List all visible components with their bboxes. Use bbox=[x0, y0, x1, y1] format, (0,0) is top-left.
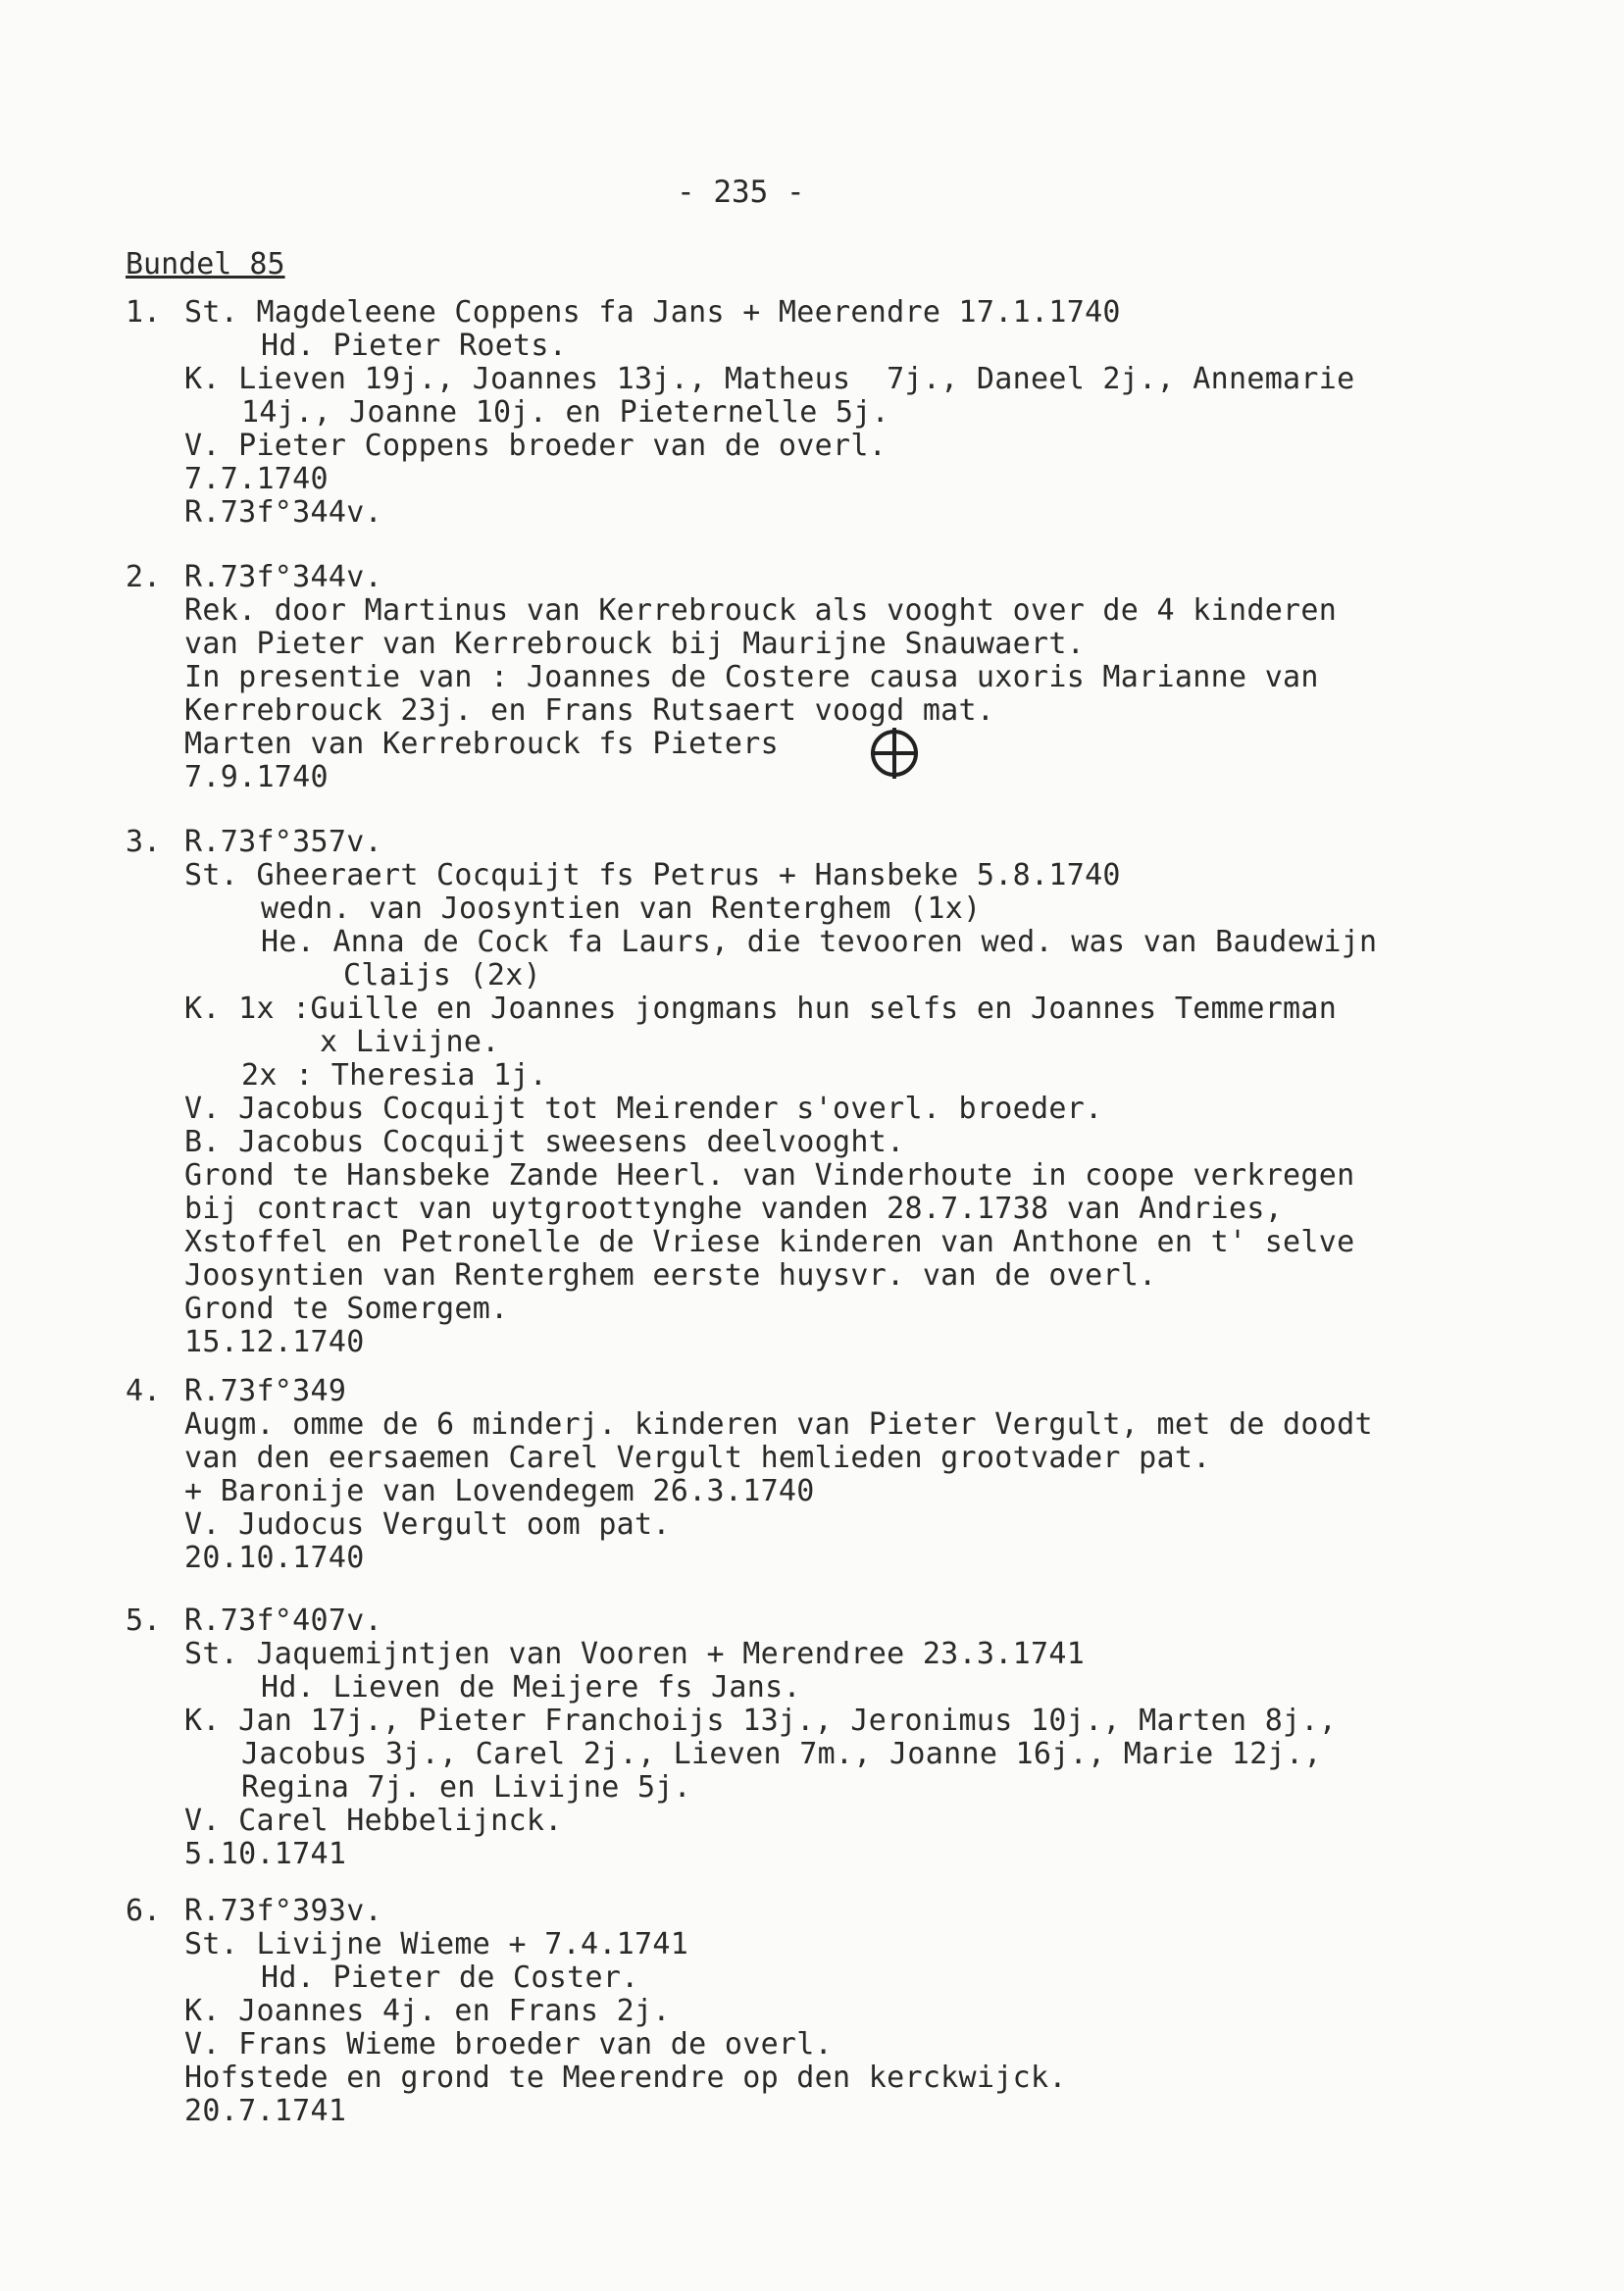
entry-line: x Livijne. bbox=[320, 1025, 500, 1059]
entry-number: 6. bbox=[126, 1894, 162, 1928]
entry-line: K. 1x :Guille en Joannes jongmans hun selfs en Joannes Temmerman bbox=[184, 992, 1338, 1026]
entry-line: In presentie van : Joannes de Costere causa uxoris Marianne van bbox=[184, 660, 1319, 694]
entry-line: Claijs (2x) bbox=[343, 958, 541, 993]
entry-line: V. Judocus Vergult oom pat. bbox=[184, 1507, 671, 1542]
entry-number: 4. bbox=[126, 1374, 162, 1408]
entry-line: V. Frans Wieme broeder van de overl. bbox=[184, 2027, 834, 2062]
entry-line: Rek. door Martinus van Kerrebrouck als vooght over de 4 kinderen bbox=[184, 593, 1338, 628]
entry-line: Grond te Somergem. bbox=[184, 1292, 509, 1326]
entry-line: St. Magdeleene Coppens fa Jans + Meerendre 17.1.1740 bbox=[184, 295, 1121, 330]
entry-number: 1. bbox=[126, 295, 162, 330]
entry-line: van den eersaemen Carel Vergult hemlieden grootvader pat. bbox=[184, 1441, 1211, 1475]
entry-line: Kerrebrouck 23j. en Frans Rutsaert voogd mat. bbox=[184, 693, 995, 728]
entry-line: Jacobus 3j., Carel 2j., Lieven 7m., Joanne 16j., Marie 12j., bbox=[241, 1737, 1322, 1771]
entry-line: B. Jacobus Cocquijt sweesens deelvooght. bbox=[184, 1125, 905, 1159]
entry-line: R.73f°349 bbox=[184, 1374, 347, 1408]
entry-line: 15.12.1740 bbox=[184, 1325, 365, 1359]
entry-line: V. Carel Hebbelijnck. bbox=[184, 1804, 563, 1838]
entry-line: van Pieter van Kerrebrouck bij Maurijne Snauwaert. bbox=[184, 627, 1086, 661]
entry-line: 14j., Joanne 10j. en Pieternelle 5j. bbox=[241, 395, 890, 430]
entry-line: R.73f°344v. bbox=[184, 495, 382, 530]
entry-line: Grond te Hansbeke Zande Heerl. van Vinderhoute in coope verkregen bbox=[184, 1158, 1355, 1193]
entry-line: Hd. Pieter Roets. bbox=[261, 329, 568, 363]
entry-line: He. Anna de Cock fa Laurs, die tevooren wed. was van Baudewijn bbox=[261, 925, 1378, 959]
entry-line: Marten van Kerrebrouck fs Pieters bbox=[184, 727, 779, 761]
entry-line: Joosyntien van Renterghem eerste huysvr. van de overl. bbox=[184, 1258, 1157, 1293]
entry-line: St. Livijne Wieme + 7.4.1741 bbox=[184, 1927, 689, 1961]
entry-line: K. Lieven 19j., Joannes 13j., Matheus 7j., Daneel 2j., Annemarie bbox=[184, 362, 1355, 396]
signature-cross-mark bbox=[867, 726, 922, 781]
entry-number: 5. bbox=[126, 1604, 162, 1638]
entry-line: Regina 7j. en Livijne 5j. bbox=[241, 1770, 692, 1805]
entry-line: 20.7.1741 bbox=[184, 2094, 347, 2128]
entry-line: Hd. Pieter de Coster. bbox=[261, 1960, 639, 1995]
entry-line: R.73f°393v. bbox=[184, 1894, 382, 1928]
entry-line: wedn. van Joosyntien van Renterghem (1x) bbox=[261, 891, 982, 926]
entry-line: R.73f°344v. bbox=[184, 560, 382, 594]
entry-line: bij contract van uytgroottynghe vanden 28.7.1738 van Andries, bbox=[184, 1192, 1284, 1226]
entry-line: Hofstede en grond te Meerendre op den kerckwijck. bbox=[184, 2061, 1067, 2095]
page-number: - 235 - bbox=[677, 175, 805, 210]
entry-line: 7.9.1740 bbox=[184, 760, 329, 794]
entry-number: 2. bbox=[126, 560, 162, 594]
entry-line: R.73f°357v. bbox=[184, 825, 382, 859]
entry-line: 20.10.1740 bbox=[184, 1541, 365, 1575]
entry-line: Augm. omme de 6 minderj. kinderen van Pieter Vergult, met de doodt bbox=[184, 1407, 1373, 1442]
entry-line: Hd. Lieven de Meijere fs Jans. bbox=[261, 1670, 801, 1705]
entry-line: Xstoffel en Petronelle de Vriese kinderen van Anthone en t' selve bbox=[184, 1225, 1355, 1259]
entry-line: R.73f°407v. bbox=[184, 1604, 382, 1638]
entry-line: K. Joannes 4j. en Frans 2j. bbox=[184, 1994, 671, 2028]
entry-line: St. Gheeraert Cocquijt fs Petrus + Hansbeke 5.8.1740 bbox=[184, 858, 1121, 892]
entry-line: V. Jacobus Cocquijt tot Meirender s'overl. broeder. bbox=[184, 1092, 1103, 1126]
entry-line: 5.10.1741 bbox=[184, 1837, 347, 1871]
entry-line: V. Pieter Coppens broeder van de overl. bbox=[184, 429, 888, 463]
entry-line: St. Jaquemijntjen van Vooren + Merendree 23.3.1741 bbox=[184, 1637, 1086, 1671]
bundle-heading: Bundel 85 bbox=[126, 247, 285, 281]
entry-line: + Baronije van Lovendegem 26.3.1740 bbox=[184, 1474, 815, 1508]
entry-line: K. Jan 17j., Pieter Franchoijs 13j., Jeronimus 10j., Marten 8j., bbox=[184, 1704, 1338, 1738]
entry-number: 3. bbox=[126, 825, 162, 859]
entry-line: 7.7.1740 bbox=[184, 462, 329, 496]
entry-line: 2x : Theresia 1j. bbox=[241, 1058, 548, 1093]
